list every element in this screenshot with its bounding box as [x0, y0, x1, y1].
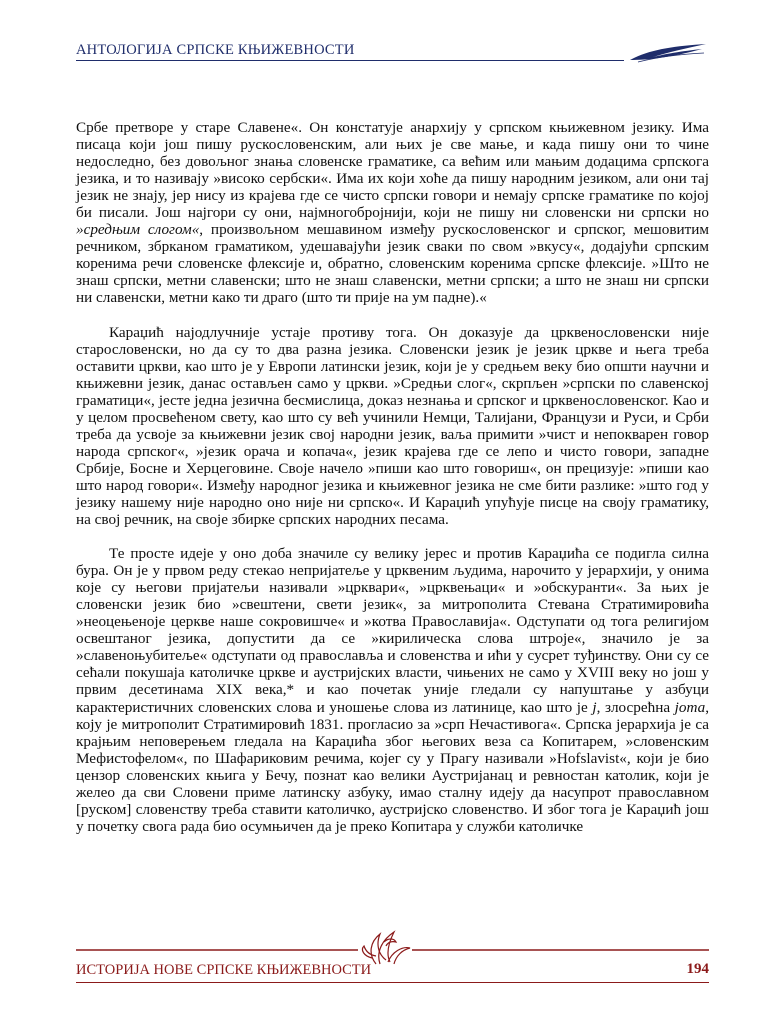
paragraph-3: Те просте идеје у оно доба значиле су велику јерес и против Караџића се подигла силна бура. Он је у првом реду стекао непријатеље у црквеним људима, нарочито у јерархији, у онима које су његови пријатељи називали »црквари«, »црквењаци« и »обскуранти«. За њих је словенски језик био »свештени, свети језик«, за митрополита Стевана Стратимировића »неоцењеноје церкве наше сокровишче« и »котва Православија«. Одступати од тога религијом освештаног језика, допустити да се »кирилическа слова штроје«, значило је за »славеноњубитеље« одступати од православља и словенства и ићи у сусрет туђинству. Они су се сећали покушаја католичке цркве и аустријских власти, чињених не само у XVIII веку но још у првим десетинама XIX века,* и као почетак уније гледали су напуштање у азбуци карактеристичних словенских слова и уношење слова из латинице, као што је ј, злосрећна јота, коју је митрополит Стратимировић 1831. прогласио за »срп Нечастивога«. Српска јерархија је са крајњим неповерењем гледала на Караџића због његових веза са Копитарем, »словенским Мефистофелом«, по Шафариковим речима, којег су у Прагу називали »Hofslavist«, који је био цензор словенских књига у Бечу, познат као велики Аустријанац и ревностан католик, који је желео да сви Словени приме латинску азбуку, имао сталну идеју да насупрот православном [руском] словенству треба ставити католичко, аустријско словенство. И због тога је Караџић још у почетку свога рада био осумњичен да је преко Копитара у служби католичке	[76, 545, 709, 835]
page-number: 194	[686, 961, 709, 977]
footer-title: ИСТОРИЈА НОВЕ СРПСКЕ КЊИЖЕВНОСТИ	[76, 962, 372, 978]
paragraph-1: Србе претворе у старе Славене«. Он констатује анархију у српском књижевном језику. Има писаца који још пишу рускословенским, али њих је све мање, и када пишу они то чине недоследно, без довољног знања словенске граматике, са већим или мањим додацима српскога језика, и то називају »високо сербски«. Има их који хоће да пишу народним језиком, али они тај језик не знају, јер нису из крајева где се чисто српски говори и немају српске граматике по којој би писали. Још најгори су они, најмногобројнији, који не пишу ни словенски ни српски но »средњим слогом«, произвољном мешавином између рускословенског и српског, мешовитим речником, збрканом граматиком, удешавајући језик сваки по свом »вкусу«, додајући српским коренима речи словенске флексије и, обратно, словенским коренима српске флексије. »Што не знаш српски, метни славенски; што не знаш славенски, метни српски; а што не знаш ни српски ни славенски, метни како ти драго (што ти пријe на ум падне).«	[76, 119, 709, 307]
header-rule	[76, 60, 624, 61]
footer-rule	[76, 982, 709, 983]
paragraph-2: Караџић најодлучније устаје противу тога. Он доказује да црквенословенски није старословенски, но да су то два разна језика. Словенски језик је језик цркве и њега треба оставити цркви, као што је у Европи латински језик, који је у средњем веку био општи научни и књижевни језик, данас остављен само у цркви. »Средњи слог«, скрпљен »српски по славенској граматици«, јесте једна језична бесмислица, доказ незнања и српског и црквенословенског. Као и у целом просвећеном свету, као што су већ учинили Немци, Талијани, Французи и Руси, и Срби треба да усвоје за књижевни језик свој народни језик, ваља примити »чист и непокварен говор народа српског«, »језик орача и копача«, језик крајева где се лепо и чисто говори, западне Србије, Босне и Херцеговине. Своје начело »пиши као што говориш«, он прецизује: »пиши као што народ говори«. Између народног језика и књижевног језика не сме бити разлике: »што год у језику нашему није народно оно није ни српско«. И Караџић упућује писце на своју граматику, на свој речник, на своје збирке српских народних песама.	[76, 323, 709, 529]
body-text	[76, 119, 709, 835]
page-footer	[76, 928, 709, 988]
quill-ornament-icon	[628, 40, 708, 64]
page-header	[76, 38, 706, 68]
header-title: АНТОЛОГИЈА СРПСКЕ КЊИЖЕВНОСТИ	[76, 42, 355, 58]
